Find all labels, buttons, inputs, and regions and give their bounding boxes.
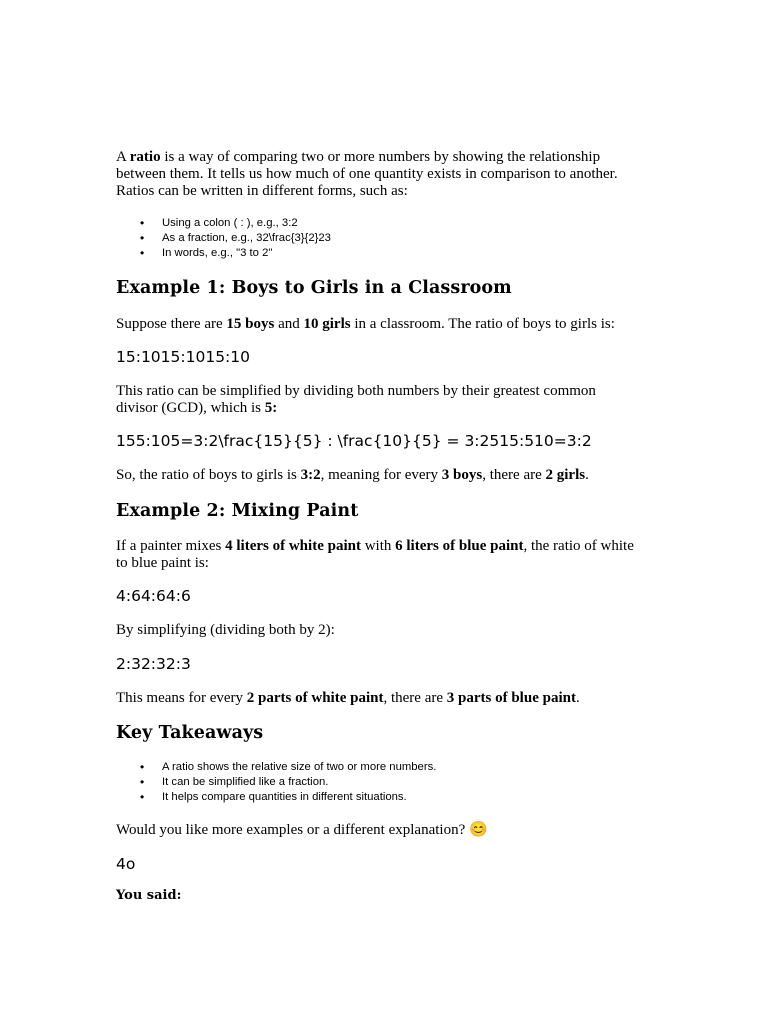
example1-conclusion — [116, 467, 589, 484]
text: and — [274, 316, 304, 332]
example2-heading: Example 2: Mixing Paint — [116, 501, 359, 521]
bold-text: 3:2 — [300, 467, 321, 483]
bold-text: 5: — [264, 400, 278, 416]
bold-text: 6 liters of blue paint — [395, 538, 524, 554]
intro-ratio-term: ratio — [129, 149, 161, 165]
example2-conclusion — [116, 690, 580, 707]
text: in a classroom. The ratio of boys to girls is: — [350, 316, 615, 332]
bold-text: 15 boys — [226, 316, 275, 332]
intro-text: A — [116, 149, 130, 165]
example1-simplify-paragraph — [116, 383, 596, 417]
text: . — [575, 690, 580, 706]
example2-simplify-paragraph: By simplifying (dividing both by 2): — [116, 622, 335, 638]
list-item: • Using a colon ( : ), e.g., 3:2 — [162, 216, 331, 231]
text: . — [585, 467, 589, 483]
text: , meaning for every — [320, 467, 442, 483]
text: This means for every — [116, 690, 247, 706]
text: with — [360, 538, 396, 554]
list-item: • In words, e.g., "3 to 2" — [162, 246, 331, 261]
text: Suppose there are — [116, 316, 227, 332]
example2-simplified-formula: 2:32:32:3 — [116, 655, 191, 673]
text: to blue paint is: — [116, 555, 209, 571]
example1-formula: 15:1015:1015:10 — [116, 348, 251, 366]
example2-paragraph — [116, 538, 634, 572]
intro-text: between them. It tells us how much of one quantity exists in comparison to another. — [116, 166, 618, 182]
example1-heading: Example 1: Boys to Girls in a Classroom — [116, 278, 512, 298]
intro-text: Ratios can be written in different forms, such as: — [116, 183, 408, 199]
takeaways-heading: Key Takeaways — [116, 723, 264, 743]
example2-formula: 4:64:64:6 — [116, 587, 191, 605]
you-said-label: You said: — [116, 888, 182, 903]
text: , there are — [383, 690, 447, 706]
closing-question: Would you like more examples or a different explanation? 😊 — [116, 822, 488, 838]
example1-paragraph — [116, 316, 615, 333]
text: If a painter mixes — [116, 538, 226, 554]
bold-text: 3 parts of blue paint — [446, 690, 576, 706]
text: This ratio can be simplified by dividing both numbers by their greatest common — [116, 383, 596, 399]
takeaways-list — [116, 760, 436, 805]
text: So, the ratio of boys to girls is — [116, 467, 301, 483]
list-item: • As a fraction, e.g., 32\frac{3}{2}23 — [162, 231, 331, 246]
example1-simplified-formula: 155:105=3:2\frac{15}{5} : \frac{10}{5} = 3:2515:510=3:2 — [116, 432, 592, 450]
bold-text: 3 boys — [441, 467, 483, 483]
intro-paragraph — [116, 149, 618, 200]
model-label: 4o — [116, 855, 136, 873]
text: , there are — [482, 467, 546, 483]
bold-text: 10 girls — [303, 316, 351, 332]
text: divisor (GCD), which is — [116, 400, 265, 416]
list-item: • It can be simplified like a fraction. — [162, 775, 436, 790]
ratio-forms-list — [116, 216, 331, 261]
text: , the ratio of white — [523, 538, 634, 554]
list-item: • It helps compare quantities in different situations. — [162, 790, 436, 805]
bold-text: 2 parts of white paint — [246, 690, 384, 706]
intro-text: is a way of comparing two or more numbers by showing the relationship — [160, 149, 601, 165]
bold-text: 4 liters of white paint — [225, 538, 361, 554]
bold-text: 2 girls — [545, 467, 586, 483]
list-item: • A ratio shows the relative size of two or more numbers. — [162, 760, 436, 775]
